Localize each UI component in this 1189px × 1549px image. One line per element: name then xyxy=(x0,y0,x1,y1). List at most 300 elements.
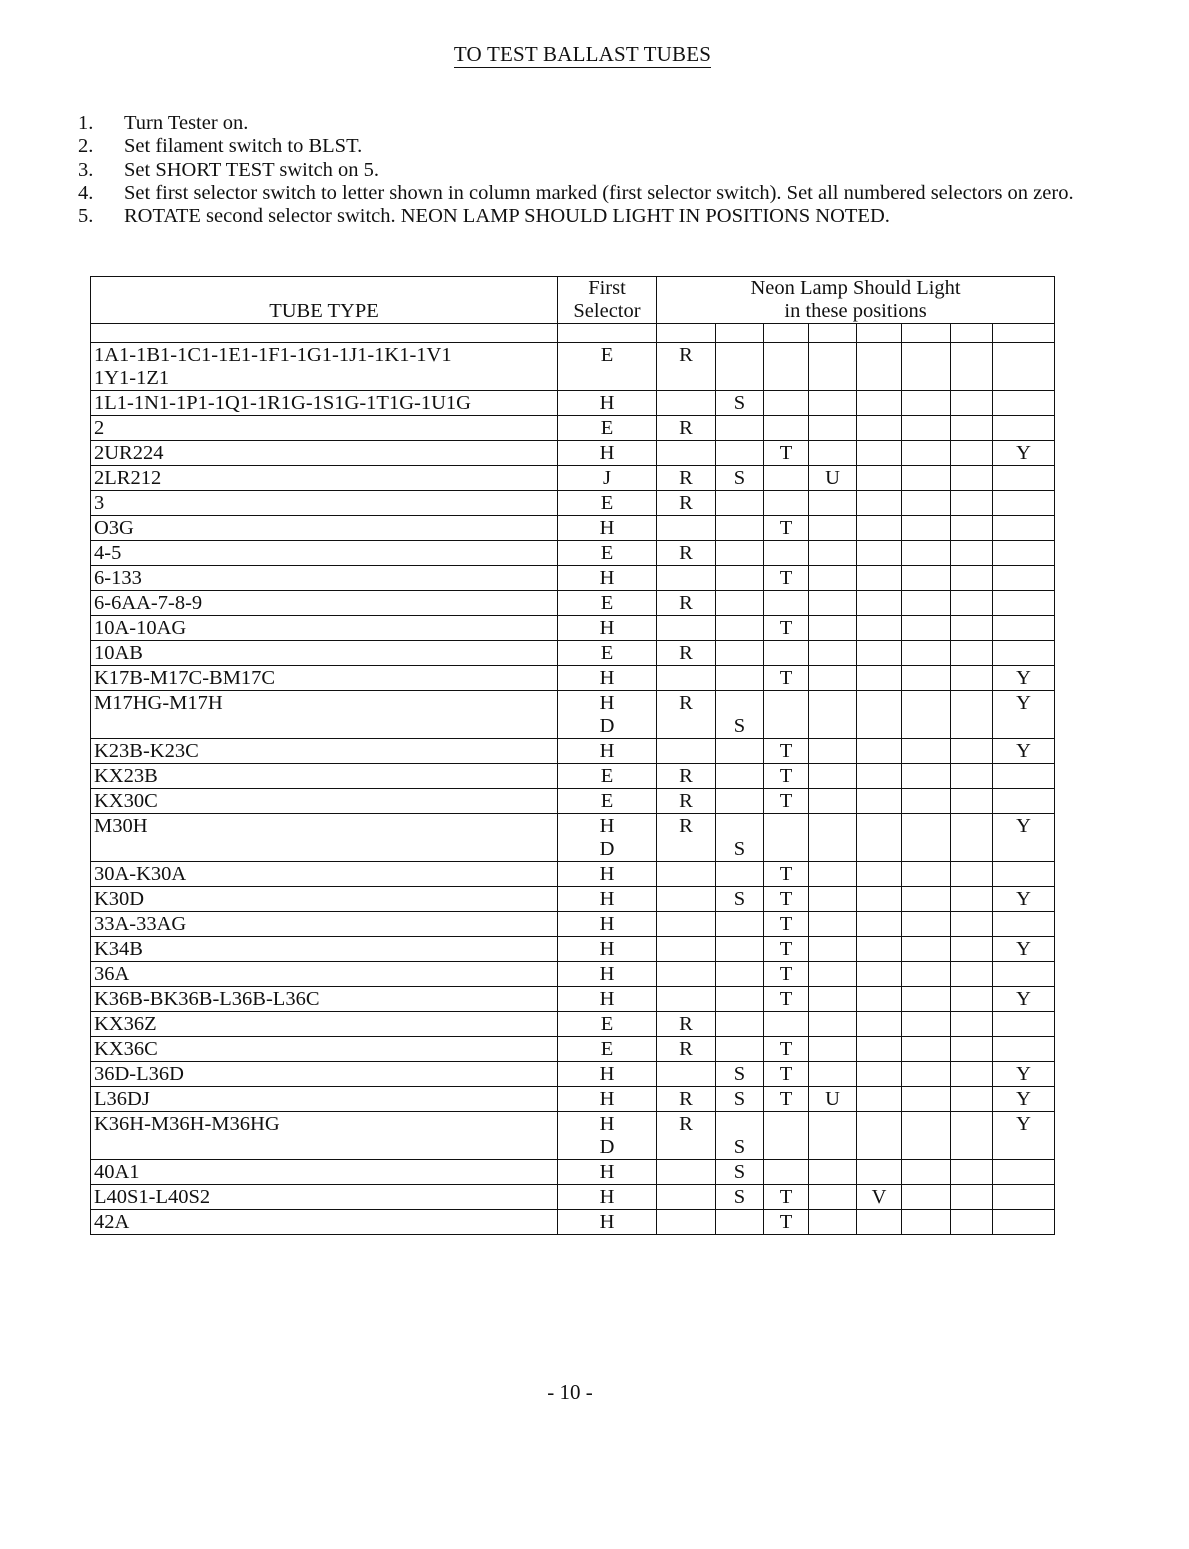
position-cell xyxy=(993,937,1055,962)
tube-type-line: 6-6AA-7-8-9 xyxy=(94,592,203,614)
position-cell xyxy=(809,491,857,516)
position-cell xyxy=(809,566,857,591)
tube-type-line: 6-133 xyxy=(94,567,142,589)
tube-type-line: 2LR212 xyxy=(94,467,162,489)
tube-type-cell xyxy=(91,1112,558,1160)
position-cell xyxy=(993,1210,1055,1235)
position-cell xyxy=(902,912,951,937)
tube-type-line: K23B-K23C xyxy=(94,740,199,762)
instruction-list xyxy=(78,112,1078,228)
position-letter: U xyxy=(825,467,840,489)
tube-type-cell xyxy=(91,591,558,616)
position-cell xyxy=(657,1112,716,1160)
position-letter: T xyxy=(779,963,793,985)
position-cell xyxy=(657,962,716,987)
position-cell xyxy=(809,1087,857,1112)
position-cell xyxy=(657,1087,716,1112)
position-cell xyxy=(993,912,1055,937)
table-row xyxy=(91,416,1055,441)
tube-type-line: K30D xyxy=(94,888,145,910)
position-cell xyxy=(951,1185,993,1210)
position-letter: T xyxy=(779,1038,793,1060)
position-cell xyxy=(902,491,951,516)
spacer-cell xyxy=(764,324,809,343)
position-letter: T xyxy=(779,740,793,762)
position-cell xyxy=(764,962,809,987)
position-cell xyxy=(857,887,902,912)
position-cell xyxy=(809,1062,857,1087)
selector-letter: E xyxy=(600,642,614,664)
position-cell xyxy=(657,862,716,887)
position-letter: S xyxy=(733,1136,746,1158)
position-letter: Y xyxy=(1016,442,1031,464)
position-cell xyxy=(764,641,809,666)
position-cell xyxy=(857,666,902,691)
position-letter xyxy=(657,838,715,861)
table-row xyxy=(91,1112,1055,1160)
tube-type-cell xyxy=(91,1037,558,1062)
position-letter: V xyxy=(871,1186,887,1208)
selector-letter: H xyxy=(599,692,615,714)
table-row xyxy=(91,937,1055,962)
position-cell xyxy=(764,1037,809,1062)
position-cell xyxy=(951,912,993,937)
step-number: 4. xyxy=(78,181,94,204)
position-cell xyxy=(764,862,809,887)
position-cell xyxy=(857,616,902,641)
ballast-tube-table xyxy=(90,276,1055,1235)
position-cell xyxy=(764,516,809,541)
step-number: 3. xyxy=(78,158,94,181)
position-cell xyxy=(902,616,951,641)
position-cell xyxy=(657,416,716,441)
position-cell xyxy=(902,466,951,491)
tube-type-line: KX30C xyxy=(94,790,158,812)
position-cell xyxy=(993,666,1055,691)
selector-letter: H xyxy=(599,667,615,689)
selector-letter: H xyxy=(599,617,615,639)
position-cell xyxy=(902,691,951,739)
position-cell xyxy=(809,441,857,466)
position-cell xyxy=(951,987,993,1012)
tube-type-cell xyxy=(91,962,558,987)
table-row xyxy=(91,466,1055,491)
position-cell xyxy=(902,739,951,764)
position-cell xyxy=(764,466,809,491)
first-selector-cell xyxy=(558,541,657,566)
position-cell xyxy=(857,641,902,666)
position-cell xyxy=(764,691,809,739)
selector-letter: E xyxy=(600,492,614,514)
position-cell xyxy=(857,416,902,441)
table-row xyxy=(91,391,1055,416)
tube-type-line: L40S1-L40S2 xyxy=(94,1186,211,1208)
first-selector-cell xyxy=(558,1112,657,1160)
position-cell xyxy=(857,937,902,962)
selector-letter: H xyxy=(599,1161,615,1183)
position-cell xyxy=(902,814,951,862)
table-row xyxy=(91,491,1055,516)
first-selector-cell xyxy=(558,1037,657,1062)
first-selector-cell xyxy=(558,691,657,739)
first-selector-cell xyxy=(558,391,657,416)
position-cell xyxy=(857,987,902,1012)
position-letter: R xyxy=(679,765,693,787)
position-cell xyxy=(657,343,716,391)
spacer-row xyxy=(91,324,1055,343)
position-letter: S xyxy=(733,1088,746,1110)
position-letter: Y xyxy=(1016,938,1031,960)
first-selector-cell xyxy=(558,912,657,937)
position-cell xyxy=(657,1185,716,1210)
position-cell xyxy=(857,962,902,987)
table-row xyxy=(91,1012,1055,1037)
first-selector-cell xyxy=(558,987,657,1012)
position-cell xyxy=(993,1037,1055,1062)
position-cell xyxy=(902,1012,951,1037)
position-cell xyxy=(951,566,993,591)
page-number: - 10 - xyxy=(547,1380,593,1404)
first-selector-cell xyxy=(558,591,657,616)
position-cell xyxy=(993,691,1055,739)
position-cell xyxy=(764,391,809,416)
tube-type-cell xyxy=(91,1062,558,1087)
tube-type-line: 1L1-1N1-1P1-1Q1-1R1G-1S1G-1T1G-1U1G xyxy=(94,392,471,414)
position-cell xyxy=(857,591,902,616)
position-letter: T xyxy=(779,567,793,589)
table-row xyxy=(91,591,1055,616)
position-cell xyxy=(857,814,902,862)
first-selector-cell xyxy=(558,1087,657,1112)
first-selector-cell xyxy=(558,466,657,491)
position-cell xyxy=(764,1210,809,1235)
first-selector-cell xyxy=(558,441,657,466)
position-cell xyxy=(993,1062,1055,1087)
position-cell xyxy=(951,1210,993,1235)
position-cell xyxy=(993,343,1055,391)
tube-type-cell xyxy=(91,541,558,566)
tube-type-line: KX36C xyxy=(94,1038,158,1060)
position-cell xyxy=(993,764,1055,789)
selector-letter: E xyxy=(600,790,614,812)
position-cell xyxy=(716,441,764,466)
position-letter xyxy=(657,1136,715,1159)
position-letter: R xyxy=(679,1038,693,1060)
position-letter: R xyxy=(679,790,693,812)
position-cell xyxy=(951,739,993,764)
position-cell xyxy=(764,764,809,789)
position-cell xyxy=(993,541,1055,566)
position-letter: S xyxy=(733,888,746,910)
position-cell xyxy=(902,987,951,1012)
position-cell xyxy=(764,1160,809,1185)
position-cell xyxy=(764,1087,809,1112)
position-cell xyxy=(902,391,951,416)
position-cell xyxy=(951,491,993,516)
position-cell xyxy=(993,962,1055,987)
step-number: 5. xyxy=(78,205,94,228)
position-cell xyxy=(951,1160,993,1185)
selector-letter: D xyxy=(599,838,615,860)
neon-positions-header: Neon Lamp Should Light in these positions xyxy=(657,277,1055,324)
position-cell xyxy=(716,641,764,666)
position-cell xyxy=(657,391,716,416)
position-letter xyxy=(716,1113,763,1136)
position-cell xyxy=(809,541,857,566)
position-cell xyxy=(716,887,764,912)
position-cell xyxy=(764,1012,809,1037)
position-cell xyxy=(857,441,902,466)
position-cell xyxy=(809,391,857,416)
position-cell xyxy=(857,1160,902,1185)
position-cell xyxy=(764,416,809,441)
tube-type-line: 33A-33AG xyxy=(94,913,187,935)
first-selector-cell xyxy=(558,416,657,441)
position-cell xyxy=(716,739,764,764)
position-cell xyxy=(809,789,857,814)
selector-letter: H xyxy=(599,1088,615,1110)
position-cell xyxy=(951,764,993,789)
position-cell xyxy=(993,566,1055,591)
position-cell xyxy=(951,591,993,616)
table-row xyxy=(91,814,1055,862)
position-cell xyxy=(857,1087,902,1112)
position-cell xyxy=(951,1062,993,1087)
tube-type-line: 36A xyxy=(94,963,130,985)
table-row xyxy=(91,962,1055,987)
first-selector-cell xyxy=(558,1185,657,1210)
tube-type-cell xyxy=(91,616,558,641)
position-cell xyxy=(657,616,716,641)
tube-type-line: O3G xyxy=(94,517,134,539)
table-row xyxy=(91,987,1055,1012)
table-row xyxy=(91,862,1055,887)
position-cell xyxy=(809,887,857,912)
position-cell xyxy=(951,516,993,541)
position-cell xyxy=(809,516,857,541)
tube-type-cell xyxy=(91,441,558,466)
position-cell xyxy=(809,691,857,739)
position-letter: Y xyxy=(1016,888,1031,910)
position-cell xyxy=(809,962,857,987)
tube-type-cell xyxy=(91,814,558,862)
selector-letter: H xyxy=(599,1186,615,1208)
position-letter: Y xyxy=(1016,815,1031,837)
first-selector-cell xyxy=(558,764,657,789)
position-letter: R xyxy=(679,1013,693,1035)
position-cell xyxy=(902,764,951,789)
selector-letter: H xyxy=(599,988,615,1010)
instruction-step xyxy=(78,182,1078,205)
table-row xyxy=(91,541,1055,566)
position-cell xyxy=(657,441,716,466)
tube-type-cell xyxy=(91,516,558,541)
position-cell xyxy=(993,1112,1055,1160)
position-cell xyxy=(716,1210,764,1235)
position-cell xyxy=(993,416,1055,441)
table-row xyxy=(91,1062,1055,1087)
position-cell xyxy=(993,862,1055,887)
spacer-cell xyxy=(809,324,857,343)
position-cell xyxy=(993,887,1055,912)
table-row xyxy=(91,887,1055,912)
position-letter: Y xyxy=(1016,740,1031,762)
position-cell xyxy=(857,764,902,789)
position-cell xyxy=(657,764,716,789)
tube-type-line: 10A-10AG xyxy=(94,617,187,639)
first-selector-cell xyxy=(558,1012,657,1037)
first-selector-header: First Selector xyxy=(558,277,657,324)
tube-type-line: KX23B xyxy=(94,765,158,787)
position-letter: R xyxy=(679,692,693,714)
table-row xyxy=(91,1160,1055,1185)
tube-type-line: 2 xyxy=(94,417,105,439)
instruction-step xyxy=(78,112,1078,135)
position-letter: R xyxy=(679,1088,693,1110)
position-cell xyxy=(657,887,716,912)
position-cell xyxy=(951,887,993,912)
position-cell xyxy=(657,666,716,691)
tube-type-line: 2UR224 xyxy=(94,442,164,464)
step-text: Turn Tester on. xyxy=(124,112,249,134)
tube-type-cell xyxy=(91,937,558,962)
position-letter: T xyxy=(779,913,793,935)
tube-type-cell xyxy=(91,764,558,789)
position-letter: T xyxy=(779,667,793,689)
position-cell xyxy=(993,591,1055,616)
position-cell xyxy=(902,887,951,912)
position-cell xyxy=(857,566,902,591)
position-cell xyxy=(951,416,993,441)
position-letter: T xyxy=(779,863,793,885)
instruction-step xyxy=(78,159,1078,182)
position-cell xyxy=(951,691,993,739)
spacer-cell xyxy=(91,324,558,343)
selector-letter: H xyxy=(599,963,615,985)
position-letter: R xyxy=(679,542,693,564)
selector-letter: E xyxy=(600,344,614,366)
tube-type-cell xyxy=(91,1087,558,1112)
position-cell xyxy=(764,987,809,1012)
selector-letter: H xyxy=(599,442,615,464)
position-cell xyxy=(809,937,857,962)
position-cell xyxy=(657,912,716,937)
table-row xyxy=(91,1037,1055,1062)
position-cell xyxy=(809,466,857,491)
position-letter: T xyxy=(779,1063,793,1085)
position-cell xyxy=(716,516,764,541)
position-cell xyxy=(902,937,951,962)
position-cell xyxy=(809,862,857,887)
spacer-cell xyxy=(657,324,716,343)
position-cell xyxy=(764,789,809,814)
position-cell xyxy=(857,516,902,541)
position-cell xyxy=(764,566,809,591)
position-letter: Y xyxy=(1016,1063,1031,1085)
position-cell xyxy=(764,887,809,912)
selector-letter: H xyxy=(599,1211,615,1233)
position-cell xyxy=(764,912,809,937)
selector-letter: H xyxy=(599,1063,615,1085)
position-cell xyxy=(951,1012,993,1037)
selector-letter: E xyxy=(600,1013,614,1035)
page-title: TO TEST BALLAST TUBES xyxy=(453,42,712,66)
position-letter xyxy=(657,715,715,738)
position-cell xyxy=(857,343,902,391)
tube-type-line: K34B xyxy=(94,938,143,960)
position-cell xyxy=(857,391,902,416)
position-cell xyxy=(716,666,764,691)
position-cell xyxy=(716,416,764,441)
position-cell xyxy=(809,1210,857,1235)
selector-letter: H xyxy=(599,740,615,762)
position-cell xyxy=(951,1112,993,1160)
position-cell xyxy=(716,616,764,641)
position-cell xyxy=(993,814,1055,862)
table-row xyxy=(91,1087,1055,1112)
position-cell xyxy=(857,1210,902,1235)
tube-type-line: M30H xyxy=(94,815,148,837)
position-cell xyxy=(657,466,716,491)
position-cell xyxy=(716,343,764,391)
position-letter: U xyxy=(825,1088,840,1110)
selector-letter: H xyxy=(599,1113,615,1135)
position-cell xyxy=(657,516,716,541)
position-cell xyxy=(902,1185,951,1210)
tube-type-cell xyxy=(91,391,558,416)
selector-letter: E xyxy=(600,1038,614,1060)
position-letter: Y xyxy=(1016,1088,1031,1110)
step-text: Set filament switch to BLST. xyxy=(124,135,363,158)
tube-type-cell xyxy=(91,862,558,887)
table-row xyxy=(91,1185,1055,1210)
position-cell xyxy=(716,1087,764,1112)
tube-type-header: TUBE TYPE xyxy=(91,277,558,324)
first-selector-cell xyxy=(558,566,657,591)
tube-type-line: KX36Z xyxy=(94,1013,157,1035)
selector-letter: H xyxy=(599,815,615,837)
table-row xyxy=(91,641,1055,666)
position-cell xyxy=(657,1160,716,1185)
position-cell xyxy=(993,616,1055,641)
first-selector-cell xyxy=(558,491,657,516)
position-cell xyxy=(902,416,951,441)
position-cell xyxy=(657,739,716,764)
tube-type-line: 1Y1-1Z1 xyxy=(94,367,170,389)
position-letter: S xyxy=(733,467,746,489)
position-cell xyxy=(857,541,902,566)
position-cell xyxy=(857,1112,902,1160)
table-row xyxy=(91,666,1055,691)
position-cell xyxy=(716,862,764,887)
position-cell xyxy=(857,789,902,814)
position-cell xyxy=(809,343,857,391)
position-cell xyxy=(657,491,716,516)
position-cell xyxy=(993,1087,1055,1112)
position-cell xyxy=(902,1037,951,1062)
position-cell xyxy=(902,641,951,666)
position-cell xyxy=(993,789,1055,814)
first-selector-cell xyxy=(558,962,657,987)
position-cell xyxy=(657,691,716,739)
tube-type-cell xyxy=(91,1160,558,1185)
position-cell xyxy=(764,739,809,764)
position-cell xyxy=(809,1160,857,1185)
position-cell xyxy=(857,491,902,516)
position-cell xyxy=(857,1012,902,1037)
step-text: Set first selector switch to letter shown in column marked (first selector switch). Set all numbered selectors on zero. xyxy=(124,181,1074,204)
position-cell xyxy=(716,541,764,566)
